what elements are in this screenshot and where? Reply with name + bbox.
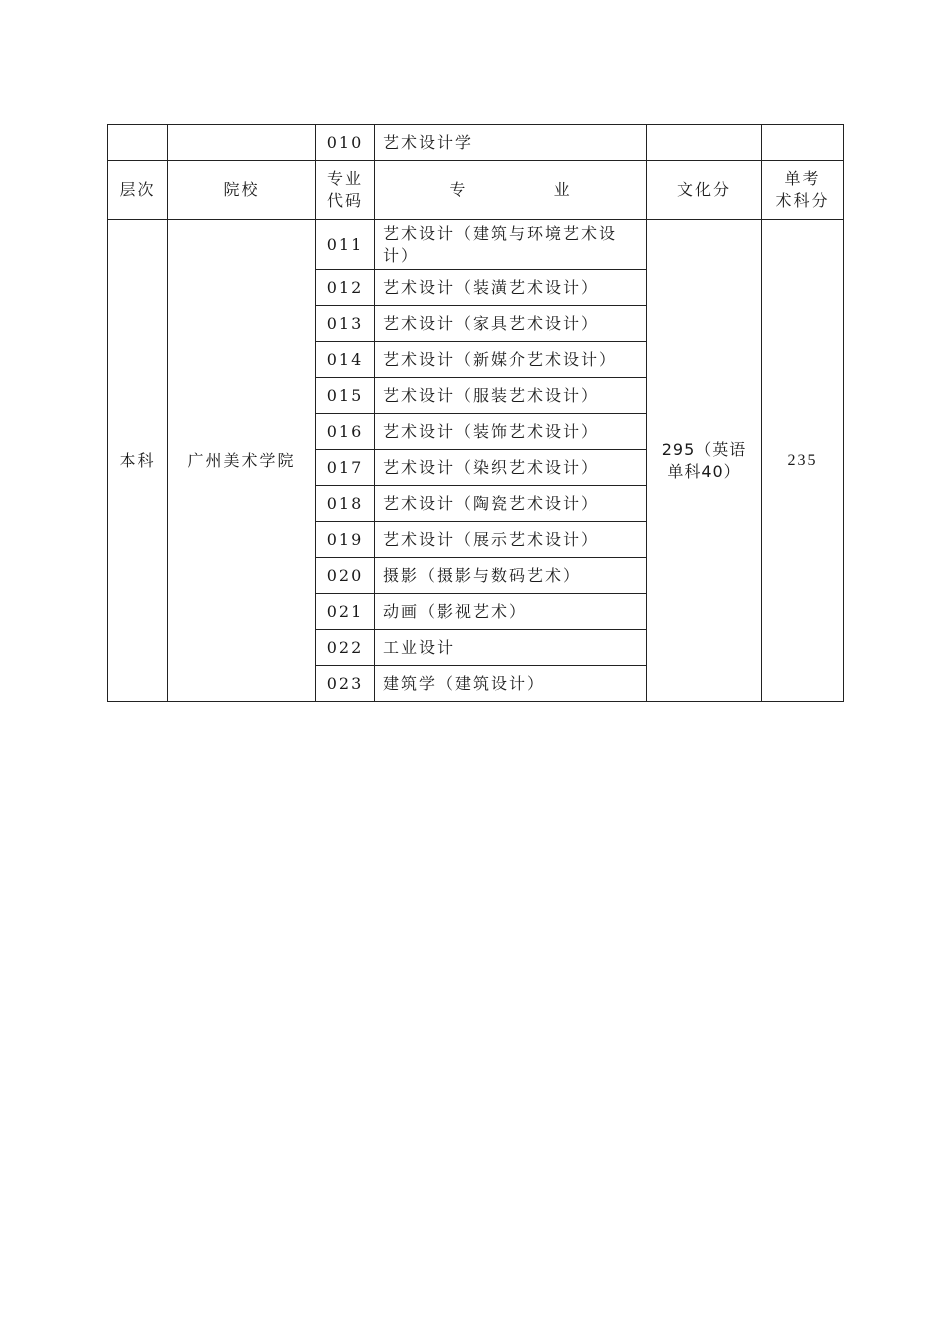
major-code-cell: 012 (316, 270, 375, 306)
header-school: 院校 (168, 161, 316, 220)
header-art-line2: 术科分 (775, 191, 830, 210)
major-code-cell: 014 (316, 342, 375, 378)
major-code-cell: 010 (316, 125, 375, 161)
level-cell: 本科 (108, 220, 168, 702)
header-art-line1: 单考 (784, 169, 821, 188)
major-code-cell: 021 (316, 594, 375, 630)
major-name-cell: 艺术设计（装饰艺术设计） (375, 414, 647, 450)
major-code-cell: 023 (316, 666, 375, 702)
empty-cell (762, 125, 844, 161)
header-code (316, 161, 375, 220)
major-name-cell: 动画（影视艺术） (375, 594, 647, 630)
art-score-cell: 235 (762, 220, 844, 702)
empty-cell (647, 125, 762, 161)
major-name-cell: 艺术设计（染织艺术设计） (375, 450, 647, 486)
major-name-cell: 摄影（摄影与数码艺术） (375, 558, 647, 594)
major-name-cell: 工业设计 (375, 630, 647, 666)
culture-score-line1: 295（英语 (661, 439, 747, 459)
major-name-cell: 艺术设计（陶瓷艺术设计） (375, 486, 647, 522)
major-code-cell: 017 (316, 450, 375, 486)
header-row (108, 161, 844, 220)
major-name-cell: 艺术设计学 (375, 125, 647, 161)
major-name-cell: 艺术设计（新媒介艺术设计） (375, 342, 647, 378)
major-name-cell: 艺术设计（建筑与环境艺术设计） (375, 220, 647, 270)
empty-cell (108, 125, 168, 161)
major-name-cell: 建筑学（建筑设计） (375, 666, 647, 702)
major-name-cell: 艺术设计（服装艺术设计） (375, 378, 647, 414)
header-art-score (762, 161, 844, 220)
major-code-cell: 016 (316, 414, 375, 450)
header-major-char1: 专 (449, 180, 468, 199)
culture-score-cell (647, 220, 762, 702)
header-code-line2: 代码 (326, 191, 363, 210)
empty-cell (168, 125, 316, 161)
header-code-line1: 专业 (326, 169, 363, 188)
major-code-cell: 015 (316, 378, 375, 414)
header-major (375, 161, 647, 220)
major-code-cell: 011 (316, 220, 375, 270)
major-name-cell: 艺术设计（家具艺术设计） (375, 306, 647, 342)
header-level: 层次 (108, 161, 168, 220)
table-row (108, 220, 844, 270)
culture-score-line2: 单科40） (667, 461, 741, 481)
major-code-cell: 018 (316, 486, 375, 522)
header-culture-score: 文化分 (647, 161, 762, 220)
admission-score-table (107, 124, 844, 702)
major-code-cell: 019 (316, 522, 375, 558)
major-code-cell: 013 (316, 306, 375, 342)
major-name-cell: 艺术设计（装潢艺术设计） (375, 270, 647, 306)
table-row (108, 125, 844, 161)
major-name-cell: 艺术设计（展示艺术设计） (375, 522, 647, 558)
header-major-char2: 业 (553, 180, 572, 199)
school-cell: 广州美术学院 (168, 220, 316, 702)
major-code-cell: 020 (316, 558, 375, 594)
major-code-cell: 022 (316, 630, 375, 666)
